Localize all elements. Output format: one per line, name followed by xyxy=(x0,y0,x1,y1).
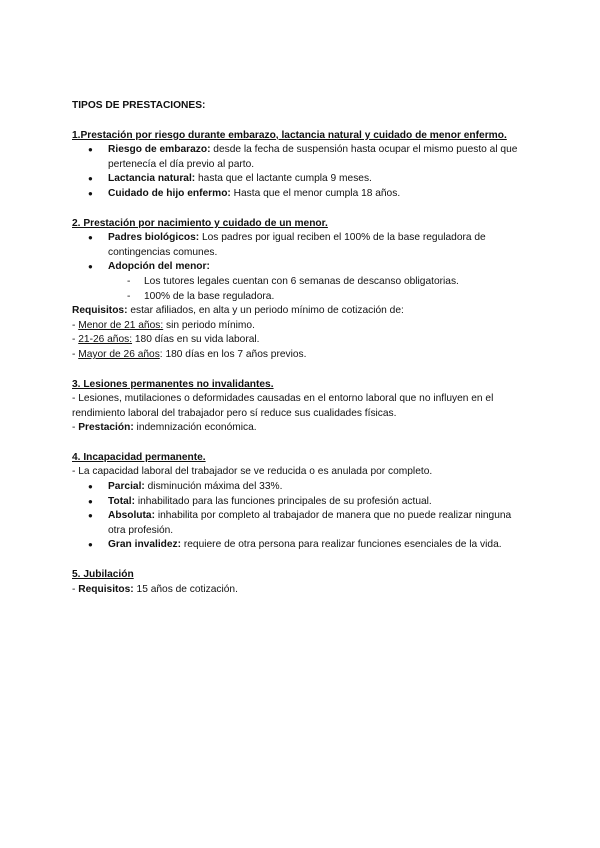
item-text: hasta que el lactante cumpla 9 meses. xyxy=(195,173,372,185)
section-5 xyxy=(72,568,528,597)
item-label: Parcial: xyxy=(108,481,145,493)
list-item xyxy=(108,231,528,260)
section-1-heading: 1.Prestación por riesgo durante embarazo, lactancia natural y cuidado de menor enfermo. xyxy=(72,129,507,141)
section-2-list xyxy=(72,231,528,304)
list-item xyxy=(108,538,528,553)
dash: - xyxy=(72,422,79,434)
item-text: inhabilita por completo al trabajador de manera que no puede realizar ninguna otra profesión. xyxy=(108,510,512,536)
sub-list-item: - 100% de la base reguladora. xyxy=(144,290,528,305)
requirements-label: Requisitos: xyxy=(72,305,128,317)
requirement-row xyxy=(72,319,528,334)
requirement-row xyxy=(72,348,528,363)
dash: - xyxy=(72,334,79,346)
section-4-list xyxy=(72,480,528,553)
requirements-line xyxy=(72,304,528,319)
section-1-list xyxy=(72,143,528,201)
list-item xyxy=(108,187,528,202)
list-item xyxy=(108,495,528,510)
requirement-label: Mayor de 26 años xyxy=(78,348,160,360)
list-item xyxy=(108,509,528,538)
section-4-intro: - La capacidad laboral del trabajador se ve reducida o es anulada por completo. xyxy=(72,466,433,478)
item-text: disminución máxima del 33%. xyxy=(144,481,283,493)
item-text: Hasta que el menor cumpla 18 años. xyxy=(230,187,401,199)
section-1 xyxy=(72,129,528,202)
item-label: Total: xyxy=(108,495,135,507)
section-2 xyxy=(72,217,528,363)
section-3-description: - Lesiones, mutilaciones o deformidades causadas en el entorno laboral que no influyen en el rendimiento laboral del trabajador pero sí reduce sus cualidades físicas. xyxy=(72,393,494,419)
item-text: Los padres por igual reciben el 100% de la base reguladora de contingencias comunes. xyxy=(108,232,486,258)
requirements-text: 15 años de cotización. xyxy=(133,583,238,595)
requirement-row xyxy=(72,333,528,348)
document-title: TIPOS DE PRESTACIONES: xyxy=(72,100,206,111)
adoption-sublist xyxy=(108,275,528,304)
item-label: Absoluta: xyxy=(108,510,155,522)
list-item xyxy=(108,143,528,172)
section-4-heading: 4. Incapacidad permanente. xyxy=(72,451,206,463)
section-3-heading: 3. Lesiones permanentes no invalidantes. xyxy=(72,378,274,390)
list-item xyxy=(108,260,528,304)
dash: - xyxy=(72,348,79,360)
item-label: Padres biológicos: xyxy=(108,232,200,244)
list-item xyxy=(108,480,528,495)
item-label: Cuidado de hijo enfermo: xyxy=(108,187,231,199)
section-3 xyxy=(72,378,528,436)
list-item xyxy=(108,172,528,187)
section-5-requirements xyxy=(72,583,528,598)
item-label: Gran invalidez: xyxy=(108,539,182,551)
section-4 xyxy=(72,451,528,553)
dash: - xyxy=(72,319,79,331)
item-text: inhabilitado para las funciones principales de su profesión actual. xyxy=(134,495,432,507)
requirements-label: Requisitos: xyxy=(78,583,134,595)
item-text: requiere de otra persona para realizar funciones esenciales de la vida. xyxy=(181,539,502,551)
requirement-text: 180 días en su vida laboral. xyxy=(132,334,260,346)
section-5-heading: 5. Jubilación xyxy=(72,569,134,581)
section-2-heading: 2. Prestación por nacimiento y cuidado de un menor. xyxy=(72,217,328,229)
item-text: desde la fecha de suspensión hasta ocupar el mismo puesto al que pertenecía el día previo al parto. xyxy=(108,144,518,170)
requirement-label: Menor de 21 años: xyxy=(78,319,164,331)
benefit-label: Prestación: xyxy=(78,422,134,434)
item-label: Riesgo de embarazo: xyxy=(108,144,211,156)
sub-list-item: - Los tutores legales cuentan con 6 semanas de descanso obligatorias. xyxy=(144,275,528,290)
requirement-label: 21-26 años: xyxy=(78,334,133,346)
requirements-text: estar afiliados, en alta y un periodo mínimo de cotización de: xyxy=(127,305,404,317)
section-3-benefit xyxy=(72,421,528,436)
item-label: Adopción del menor: xyxy=(108,261,210,273)
item-label: Lactancia natural: xyxy=(108,173,196,185)
document-page xyxy=(72,99,528,612)
benefit-text: indemnización económica. xyxy=(133,422,257,434)
requirement-text: : 180 días en los 7 años previos. xyxy=(159,348,307,360)
dash: - xyxy=(72,583,79,595)
requirement-text: sin periodo mínimo. xyxy=(163,319,255,331)
